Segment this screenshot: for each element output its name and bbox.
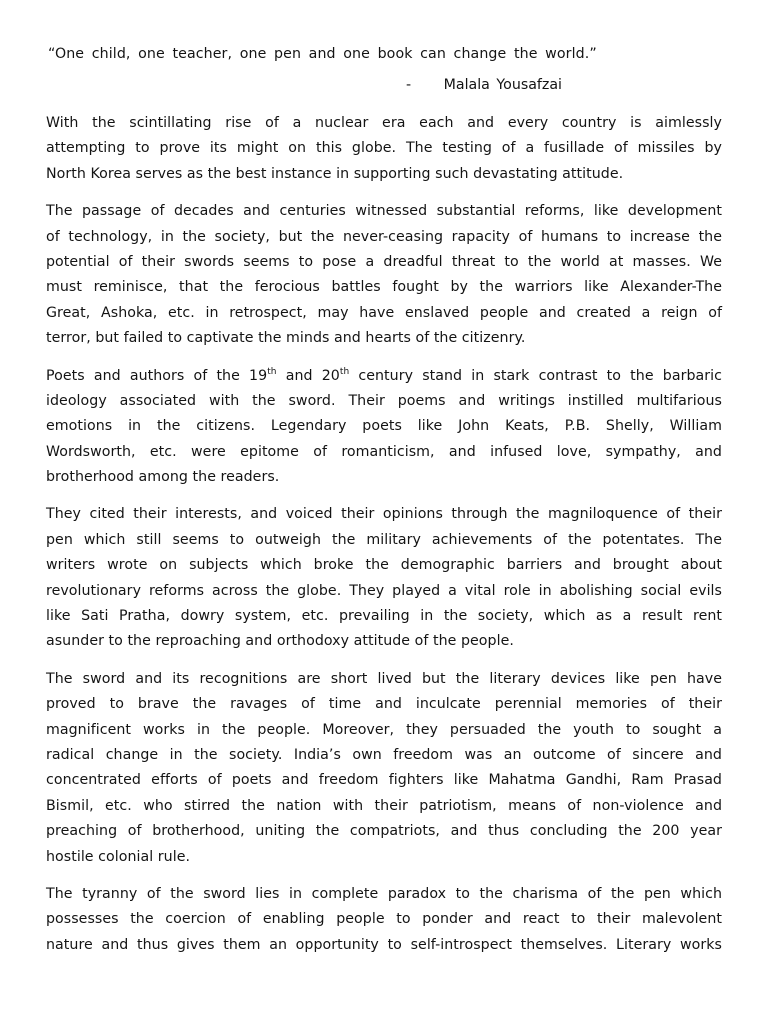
paragraph-line: concentrated efforts of poets and freedom fighters like Mahatma Gandhi, Ram Prasad [46, 772, 722, 789]
paragraph-line: revolutionary reforms across the globe. They played a vital role in abolishing social evils [46, 582, 722, 599]
paragraph-line: potential of their swords seems to pose a dreadful threat to the world at masses. We [46, 253, 722, 270]
text-run: century stand in stark contrast to the barbaric [349, 367, 722, 384]
paragraph-line: Great, Ashoka, etc. in retrospect, may have enslaved people and created a reign of [46, 304, 722, 321]
paragraph-2 [46, 199, 722, 351]
epigraph-attribution: - Malala Yousafzai [406, 77, 563, 93]
paragraph-5 [46, 667, 722, 870]
paragraph-line: pen which still seems to outweigh the military achievements of the potentates. The [46, 531, 722, 548]
paragraph-line: The tyranny of the sword lies in complete paradox to the charisma of the pen which [46, 885, 722, 902]
paragraph-line: must reminisce, that the ferocious battles fought by the warriors like Alexander-The [46, 279, 722, 296]
paragraph-line: proved to brave the ravages of time and inculcate perennial memories of their [46, 696, 722, 713]
paragraph-line: With the scintillating rise of a nuclear era each and every country is aimlessly [46, 115, 722, 131]
paragraph-line: ideology associated with the sword. Their poems and writings instilled multifarious [46, 392, 722, 409]
paragraph-line: They cited their interests, and voiced their opinions through the magniloquence of their [46, 506, 722, 523]
paragraph-line: like Sati Pratha, dowry system, etc. prevailing in the society, which as a result rent [46, 608, 722, 625]
paragraph-line: hostile colonial rule. [46, 848, 191, 865]
paragraph-line: radical change in the society. India’s own freedom was an outcome of sincere and [46, 746, 722, 763]
paragraph-line: North Korea serves as the best instance in supporting such devastating attitude. [46, 165, 624, 182]
paragraph-line: Bismil, etc. who stirred the nation with their patriotism, means of non-violence and [46, 797, 722, 814]
epigraph-quote: “One child, one teacher, one pen and one book can change the world.” [48, 46, 597, 62]
paragraph-line [46, 364, 722, 389]
paragraph-line: terror, but failed to captivate the minds and hearts of the citizenry. [46, 330, 526, 347]
paragraph-line: possesses the coercion of enabling people to ponder and react to their malevolent [46, 911, 722, 928]
text-run: Poets and authors of the 19 [46, 367, 268, 384]
paragraph-3 [46, 364, 722, 491]
text-run: and 20 [276, 367, 340, 384]
superscript: th [339, 366, 350, 377]
paragraph-line: writers wrote on subjects which broke the demographic barriers and brought about [46, 557, 722, 574]
paragraph-line: asunder to the reproaching and orthodoxy attitude of the people. [46, 633, 514, 650]
paragraph-line: brotherhood among the readers. [46, 469, 280, 486]
document-page [46, 42, 722, 958]
paragraph-line: magnificent works in the people. Moreover, they persuaded the youth to sought a [46, 721, 722, 738]
paragraph-6 [46, 882, 722, 958]
paragraph-line: emotions in the citizens. Legendary poets like John Keats, P.B. Shelly, William [46, 418, 722, 435]
superscript: th [267, 366, 277, 377]
paragraph-line: preaching of brotherhood, uniting the compatriots, and thus concluding the 200 year [46, 823, 722, 840]
paragraph-1 [46, 111, 722, 187]
paragraph-line: The passage of decades and centuries witnessed substantial reforms, like development [46, 203, 722, 220]
paragraph-4 [46, 502, 722, 654]
paragraph-line: nature and thus gives them an opportunity to self-introspect themselves. Literary works [46, 936, 722, 953]
paragraph-line: attempting to prove its might on this globe. The testing of a fusillade of missiles by [46, 140, 722, 157]
paragraph-line: Wordsworth, etc. were epitome of romanticism, and infused love, sympathy, and [46, 443, 722, 460]
paragraph-line: The sword and its recognitions are short lived but the literary devices like pen have [46, 670, 722, 687]
paragraph-line: of technology, in the society, but the never-ceasing rapacity of humans to increase the [46, 228, 722, 245]
